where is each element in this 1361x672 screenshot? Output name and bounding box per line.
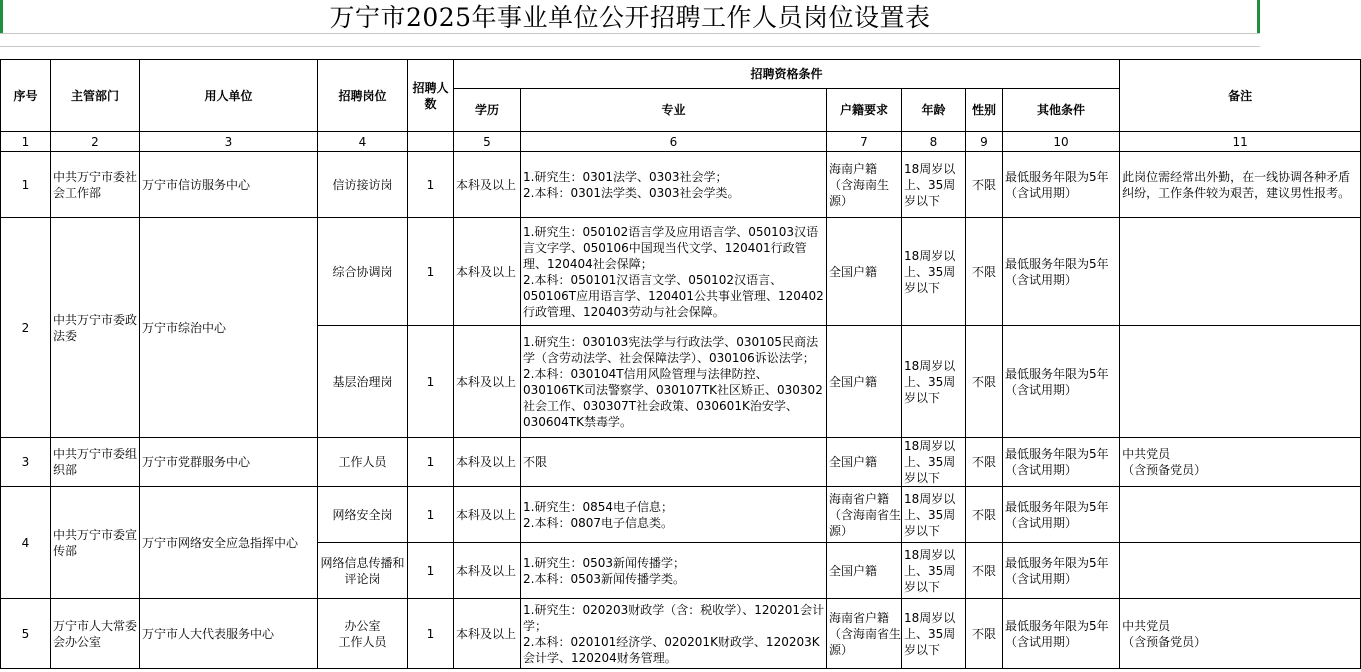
hukou-cell: 全国户籍 <box>827 438 902 487</box>
gender-cell: 不限 <box>966 218 1003 326</box>
seq-cell: 3 <box>1 438 51 487</box>
unit-cell: 万宁市网络安全应急指挥中心 <box>140 487 318 599</box>
post-cell: 工作人员 <box>318 438 408 487</box>
col-number: 9 <box>966 132 1003 152</box>
remark-cell <box>1120 218 1361 326</box>
header-age: 年龄 <box>902 89 966 132</box>
header-seq: 序号 <box>1 60 51 132</box>
edu-cell: 本科及以上 <box>454 543 521 599</box>
edu-cell: 本科及以上 <box>454 487 521 543</box>
col-number: 6 <box>521 132 827 152</box>
header-gender: 性别 <box>966 89 1003 132</box>
major-cell: 1.研究生：0854电子信息； 2.本科：0807电子信息类。 <box>521 487 827 543</box>
col-number: 1 <box>1 132 51 152</box>
hukou-cell: 全国户籍 <box>827 543 902 599</box>
table-row <box>1 438 1361 487</box>
age-cell: 18周岁以上、35周岁以下 <box>902 487 966 543</box>
post-cell: 办公室 工作人员 <box>318 599 408 669</box>
table-row <box>1 487 1361 543</box>
gender-cell: 不限 <box>966 487 1003 543</box>
post-cell: 基层治理岗 <box>318 326 408 438</box>
seq-cell: 1 <box>1 152 51 218</box>
dept-cell: 中共万宁市委宣传部 <box>51 487 140 599</box>
age-cell: 18周岁以上、35周岁以下 <box>902 543 966 599</box>
hukou-cell: 全国户籍 <box>827 218 902 326</box>
age-cell: 18周岁以上、35周岁以下 <box>902 438 966 487</box>
unit-cell: 万宁市人大代表服务中心 <box>140 599 318 669</box>
post-cell: 信访接访岗 <box>318 152 408 218</box>
col-number: 7 <box>827 132 902 152</box>
col-number: 10 <box>1003 132 1120 152</box>
remark-cell: 此岗位需经常出外勤，在一线协调各种矛盾纠纷，工作条件较为艰苦，建议男性报考。 <box>1120 152 1361 218</box>
remark-cell <box>1120 326 1361 438</box>
table-row <box>1 152 1361 218</box>
sheet-gridline <box>0 46 1260 47</box>
hukou-cell: 海南户籍 （含海南生源） <box>827 152 902 218</box>
seq-cell: 4 <box>1 487 51 599</box>
edu-cell: 本科及以上 <box>454 438 521 487</box>
count-cell: 1 <box>408 152 454 218</box>
gender-cell: 不限 <box>966 326 1003 438</box>
header-dept: 主管部门 <box>51 60 140 132</box>
count-cell: 1 <box>408 326 454 438</box>
count-cell: 1 <box>408 438 454 487</box>
header-unit: 用人单位 <box>140 60 318 132</box>
seq-cell: 2 <box>1 218 51 438</box>
unit-cell: 万宁市党群服务中心 <box>140 438 318 487</box>
header-count: 招聘人数 <box>408 60 454 132</box>
age-cell: 18周岁以上、35周岁以下 <box>902 326 966 438</box>
other-cell: 最低服务年限为5年（含试用期） <box>1003 438 1120 487</box>
other-cell: 最低服务年限为5年（含试用期） <box>1003 218 1120 326</box>
seq-cell: 5 <box>1 599 51 669</box>
gender-cell: 不限 <box>966 152 1003 218</box>
table-row <box>1 218 1361 326</box>
age-cell: 18周岁以上、35周岁以下 <box>902 599 966 669</box>
col-number: 5 <box>454 132 521 152</box>
other-cell: 最低服务年限为5年（含试用期） <box>1003 543 1120 599</box>
count-cell: 1 <box>408 599 454 669</box>
page-title: 万宁市2025年事业单位公开招聘工作人员岗位设置表 <box>329 3 931 32</box>
edu-cell: 本科及以上 <box>454 152 521 218</box>
col-number: 8 <box>902 132 966 152</box>
edu-cell: 本科及以上 <box>454 218 521 326</box>
major-cell: 1.研究生：0503新闻传播学； 2.本科：0503新闻传播学类。 <box>521 543 827 599</box>
edu-cell: 本科及以上 <box>454 599 521 669</box>
post-cell: 网络信息传播和评论岗 <box>318 543 408 599</box>
hukou-cell: 海南省户籍 （含海南省生源） <box>827 599 902 669</box>
gender-cell: 不限 <box>966 543 1003 599</box>
age-cell: 18周岁以上、35周岁以下 <box>902 218 966 326</box>
gender-cell: 不限 <box>966 599 1003 669</box>
col-number: 2 <box>51 132 140 152</box>
count-cell: 1 <box>408 543 454 599</box>
hukou-cell: 全国户籍 <box>827 326 902 438</box>
column-number-row <box>1 132 1361 152</box>
count-cell: 1 <box>408 218 454 326</box>
header-edu: 学历 <box>454 89 521 132</box>
other-cell: 最低服务年限为5年（含试用期） <box>1003 599 1120 669</box>
header-remark: 备注 <box>1120 60 1361 132</box>
major-cell: 1.研究生：020203财政学（含：税收学）、120201会计学； 2.本科：020101经济学、020201K财政学、120203K会计学、120204财务管理。 <box>521 599 827 669</box>
other-cell: 最低服务年限为5年（含试用期） <box>1003 152 1120 218</box>
other-cell: 最低服务年限为5年（含试用期） <box>1003 326 1120 438</box>
remark-cell <box>1120 487 1361 543</box>
unit-cell: 万宁市综治中心 <box>140 218 318 438</box>
col-number: 3 <box>140 132 318 152</box>
header-qualifications: 招聘资格条件 <box>454 60 1120 89</box>
remark-cell: 中共党员 （含预备党员） <box>1120 438 1361 487</box>
remark-cell <box>1120 543 1361 599</box>
sheet-gridline <box>0 33 1260 34</box>
col-number <box>408 132 454 152</box>
count-cell: 1 <box>408 487 454 543</box>
selection-edge-right <box>1257 0 1260 33</box>
major-cell: 1.研究生：050102语言学及应用语言学、050103汉语言文字学、050106中国现当代文学、120401行政管理、120404社会保障； 2.本科：050101汉语言文学、050102汉语言、050106T应用语言学、120401公共事业管理、120402行政管理、120403劳动与社会保障。 <box>521 218 827 326</box>
table-row <box>1 599 1361 669</box>
header-post: 招聘岗位 <box>318 60 408 132</box>
post-cell: 网络安全岗 <box>318 487 408 543</box>
col-number: 4 <box>318 132 408 152</box>
dept-cell: 中共万宁市委社会工作部 <box>51 152 140 218</box>
age-cell: 18周岁以上、35周岁以下 <box>902 152 966 218</box>
positions-table <box>0 59 1361 669</box>
col-number: 11 <box>1120 132 1361 152</box>
post-cell: 综合协调岗 <box>318 218 408 326</box>
major-cell: 不限 <box>521 438 827 487</box>
hukou-cell: 海南省户籍 （含海南省生源） <box>827 487 902 543</box>
remark-cell: 中共党员 （含预备党员） <box>1120 599 1361 669</box>
other-cell: 最低服务年限为5年（含试用期） <box>1003 487 1120 543</box>
major-cell: 1.研究生：030103宪法学与行政法学、030105民商法学（含劳动法学、社会保障法学）、030106诉讼法学； 2.本科：030104T信用风险管理与法律防控、030106TK司法警察学、030107TK社区矫正、030302社会工作、030307T社会政策、030601K治安学、030604TK禁毒学。 <box>521 326 827 438</box>
edu-cell: 本科及以上 <box>454 326 521 438</box>
header-other: 其他条件 <box>1003 89 1120 132</box>
major-cell: 1.研究生：0301法学、0303社会学； 2.本科：0301法学类、0303社会学类。 <box>521 152 827 218</box>
gender-cell: 不限 <box>966 438 1003 487</box>
dept-cell: 万宁市人大常委会办公室 <box>51 599 140 669</box>
unit-cell: 万宁市信访服务中心 <box>140 152 318 218</box>
header-major: 专业 <box>521 89 827 132</box>
header-hukou: 户籍要求 <box>827 89 902 132</box>
dept-cell: 中共万宁市委政法委 <box>51 218 140 438</box>
dept-cell: 中共万宁市委组织部 <box>51 438 140 487</box>
